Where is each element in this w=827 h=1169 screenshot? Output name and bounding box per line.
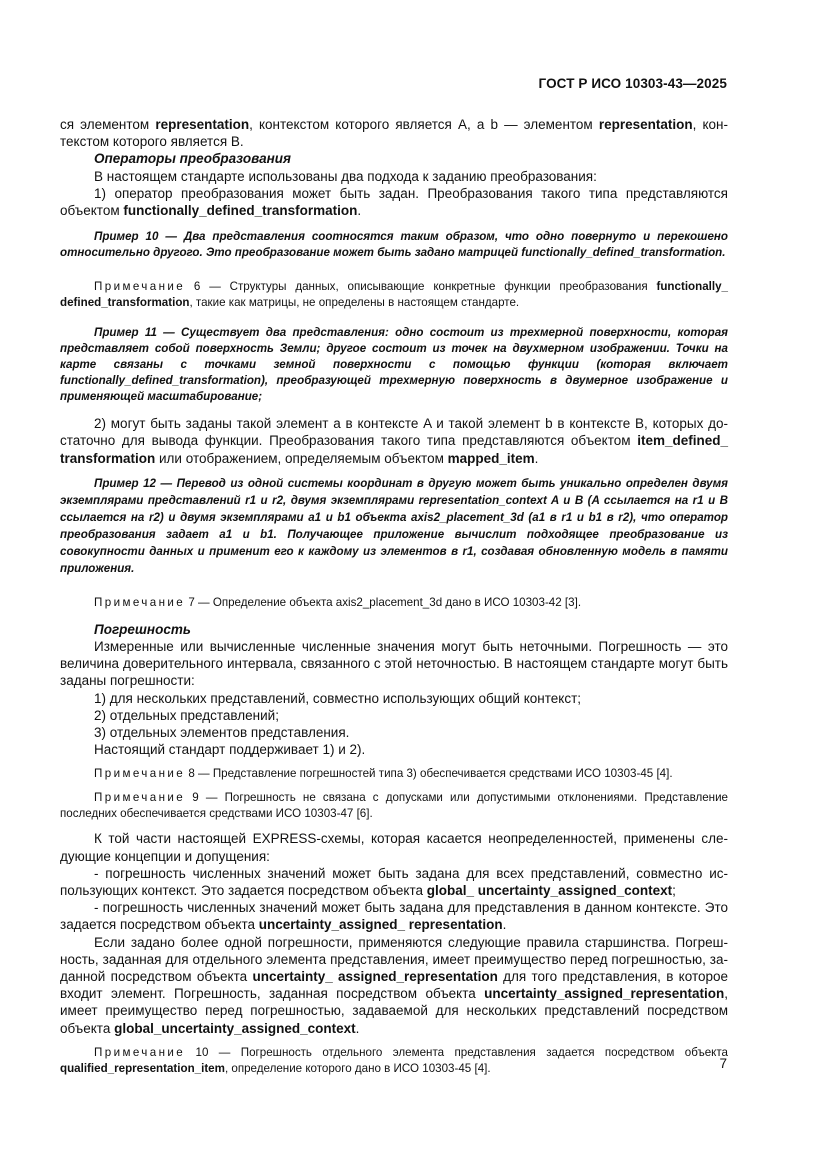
paragraph: - погрешность численных значений может быть задана для всех представлений, совместно использующих контекст. Это задается посредством объекта global_ uncertainty_assigned_context; — [60, 865, 728, 899]
example-10: Пример 10 — Два представления соотносятся таким образом, что одно повернуто и перекошено относительно другого. Это преобразование может быть задано матрицей functionally_defined_transformation. — [60, 230, 728, 260]
example-12: Пример 12 — Перевод из одной системы координат в другую может быть уникально определен двумя экземплярами представлений r1 и r2, двумя экземплярами representation_context A и B (A ссылается на r1 и B ссылается на r2) и двумя экземплярами a1 и b1 объекта axis2_placement_3d (a1 в r1 и b1 в r2), что оператор преобразования задает a1 и b1. Получающее приложение вычислит подходящее преобразование из совокупности данных и применит его к каждому из элементов в r1, создавая обновленную модель в памяти приложения. — [60, 476, 728, 575]
list-item: 1) для нескольких представлений, совместно использующих общий контекст; — [94, 690, 582, 706]
section-heading-transformation-operators: Операторы преобразования — [94, 151, 291, 167]
paragraph: В настоящем стандарте использованы два подхода к заданию преобразования: — [94, 168, 597, 184]
document-header: ГОСТ Р ИСО 10303-43—2025 — [538, 76, 727, 91]
note-8: Примечание 8 — Представление погрешностей типа 3) обеспечивается средствами ИСО 10303-45 [4]. — [94, 767, 673, 781]
page-body — [60, 116, 728, 1077]
note-9: Примечание 9 — Погрешность не связана с допусками или допустимыми отклонениями. Представление последних обеспечивается средствами ИСО 10303-47 [6]. — [60, 791, 728, 821]
paragraph: Настоящий стандарт поддерживает 1) и 2). — [94, 742, 366, 758]
example-11: Пример 11 — Существует два представления: одно состоит из трехмерной поверхности, которая представляет собой поверхность Земли; другое состоит из точек на двухмерном изображении. Точки на карте связаны с точками земной поверхности с помощью функции (которая включает functionally_defined_transformation), преобразующей трехмерную поверхность в двумерное изображение и применяющей масштабирование; — [60, 326, 728, 404]
note-6: Примечание 6 — Структуры данных, описывающие конкретные функции преобразования functionally_ defined_transformation, такие как матрицы, не определены в настоящем стандарте. — [60, 280, 728, 310]
section-heading-uncertainty: Погрешность — [94, 621, 191, 637]
paragraph: Если задано более одной погрешности, применяются следующие правила старшинства. Погрешность, заданная для отдельного элемента представления, имеет преимущество перед погрешностью, заданной посредством объекта uncertainty_ assigned_representation для того представления, в которое входит элемент. Погрешность, заданная посредством объекта uncertainty_assigned_representation, имеет преимущество перед погрешностью, задаваемой для нескольких представлений посредством объекта global_uncertainty_assigned_context. — [60, 934, 729, 1036]
page-number: 7 — [719, 1056, 727, 1071]
paragraph: 1) оператор преобразования может быть задан. Преобразования такого типа представляются объектом functionally_defined_transformation. — [60, 185, 728, 219]
note-10: Примечание 10 — Погрешность отдельного элемента представления задается посредством объекта qualified_representation_item, определение которого дано в ИСО 10303-45 [4]. — [60, 1045, 728, 1075]
paragraph: Измеренные или вычисленные численные значения могут быть неточными. Погрешность — это величина доверительного интервала, связанного с этой неточностью. В настоящем стандарте могут быть заданы погрешности: — [60, 639, 728, 689]
list-item: 3) отдельных элементов представления. — [94, 725, 350, 741]
list-item: 2) отдельных представлений; — [94, 707, 279, 723]
paragraph: К той части настоящей EXPRESS-схемы, которая касается неопределенностей, применены следующие концепции и допущения: — [60, 831, 728, 864]
paragraph: ся элементом representation, контекстом которого является A, а b — элементом representation, контекстом которого является B. — [60, 117, 728, 150]
paragraph: 2) могут быть заданы такой элемент a в контексте A и такой элемент b в контексте B, которых достаточно для вывода функции. Преобразования такого типа представляются объектом item_defined_ transformation или отображением, определяемым объектом mapped_item. — [60, 416, 728, 466]
note-7: Примечание 7 — Определение объекта axis2_placement_3d дано в ИСО 10303-42 [3]. — [94, 595, 582, 609]
paragraph: - погрешность численных значений может быть задана для представления в данном контексте. Это задается посредством объекта uncertainty_assigned_ representation. — [60, 900, 728, 933]
